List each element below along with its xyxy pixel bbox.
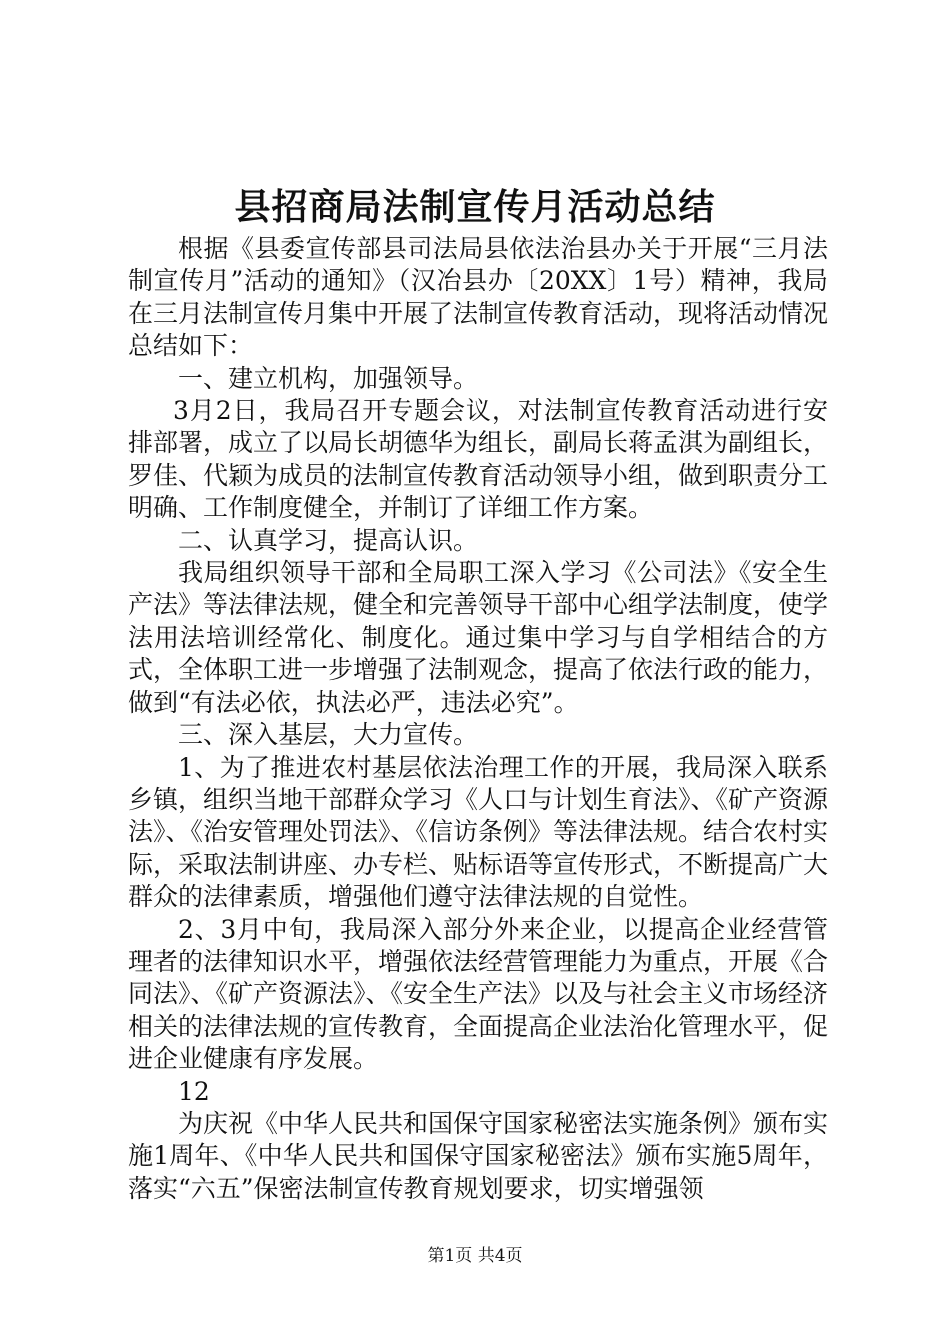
document-title: 县招商局法制宣传月活动总结 xyxy=(234,186,716,228)
section-heading-2: 二、认真学习，提高认识。 xyxy=(178,525,479,555)
document-body xyxy=(128,233,828,1205)
section-heading-1: 一、建立机构，加强领导。 xyxy=(178,363,479,393)
paragraph-intro: 根据《县委宣传部县司法局县依法治县办关于开展“三月法制宣传月”活动的通知》（汉冶县办〔20XX〕1号）精神，我局在三月法制宣传月集中开展了法制宣传教育活动，现将活动情况总结如下： xyxy=(128,234,829,361)
section-heading-3: 三、深入基层，大力宣传。 xyxy=(178,720,479,750)
paragraph-confidentiality: 为庆祝《中华人民共和国保守国家秘密法实施条例》颁布实施1周年、《中华人民共和国保守国家秘密法》颁布实施5周年，落实“六五”保密法制宣传教育规划要求，切实增强领 xyxy=(128,1108,829,1203)
paragraph-organization: 3月2日，我局召开专题会议，对法制宣传教育活动进行安排部署，成立了以局长胡德华为组长，副局长蒋孟淇为副组长，罗佳、代颖为成员的法制宣传教育活动领导小组，做到职责分工明确、工作制度健全，并制订了详细工作方案。 xyxy=(128,396,829,523)
paragraph-enterprise: 2、3月中旬，我局深入部分外来企业，以提高企业经营管理者的法律知识水平，增强依法经营管理能力为重点，开展《合同法》、《矿产资源法》、《安全生产法》以及与社会主义市场经济相关的法律法规的宣传教育，全面提高企业法治化管理水平，促进企业健康有序发展。 xyxy=(128,914,829,1074)
paragraph-number: 12 xyxy=(178,1076,210,1106)
paragraph-study: 我局组织领导干部和全局职工深入学习《公司法》《安全生产法》等法律法规，健全和完善领导干部中心组学法制度，使学法用法培训经常化、制度化。通过集中学习与自学相结合的方式，全体职工进一步增强了法制观念，提高了依法行政的能力，做到“有法必依，执法必严，违法必究”。 xyxy=(128,558,829,717)
paragraph-rural: 1、为了推进农村基层依法治理工作的开展，我局深入联系乡镇，组织当地干部群众学习《人口与计划生育法》、《矿产资源法》、《治安管理处罚法》、《信访条例》等法律法规。结合农村实际，采取法制讲座、办专栏、贴标语等宣传形式，不断提高广大群众的法律素质，增强他们遵守法律法规的自觉性。 xyxy=(128,752,829,912)
page-footer: 第1页 共4页 xyxy=(427,1246,523,1266)
